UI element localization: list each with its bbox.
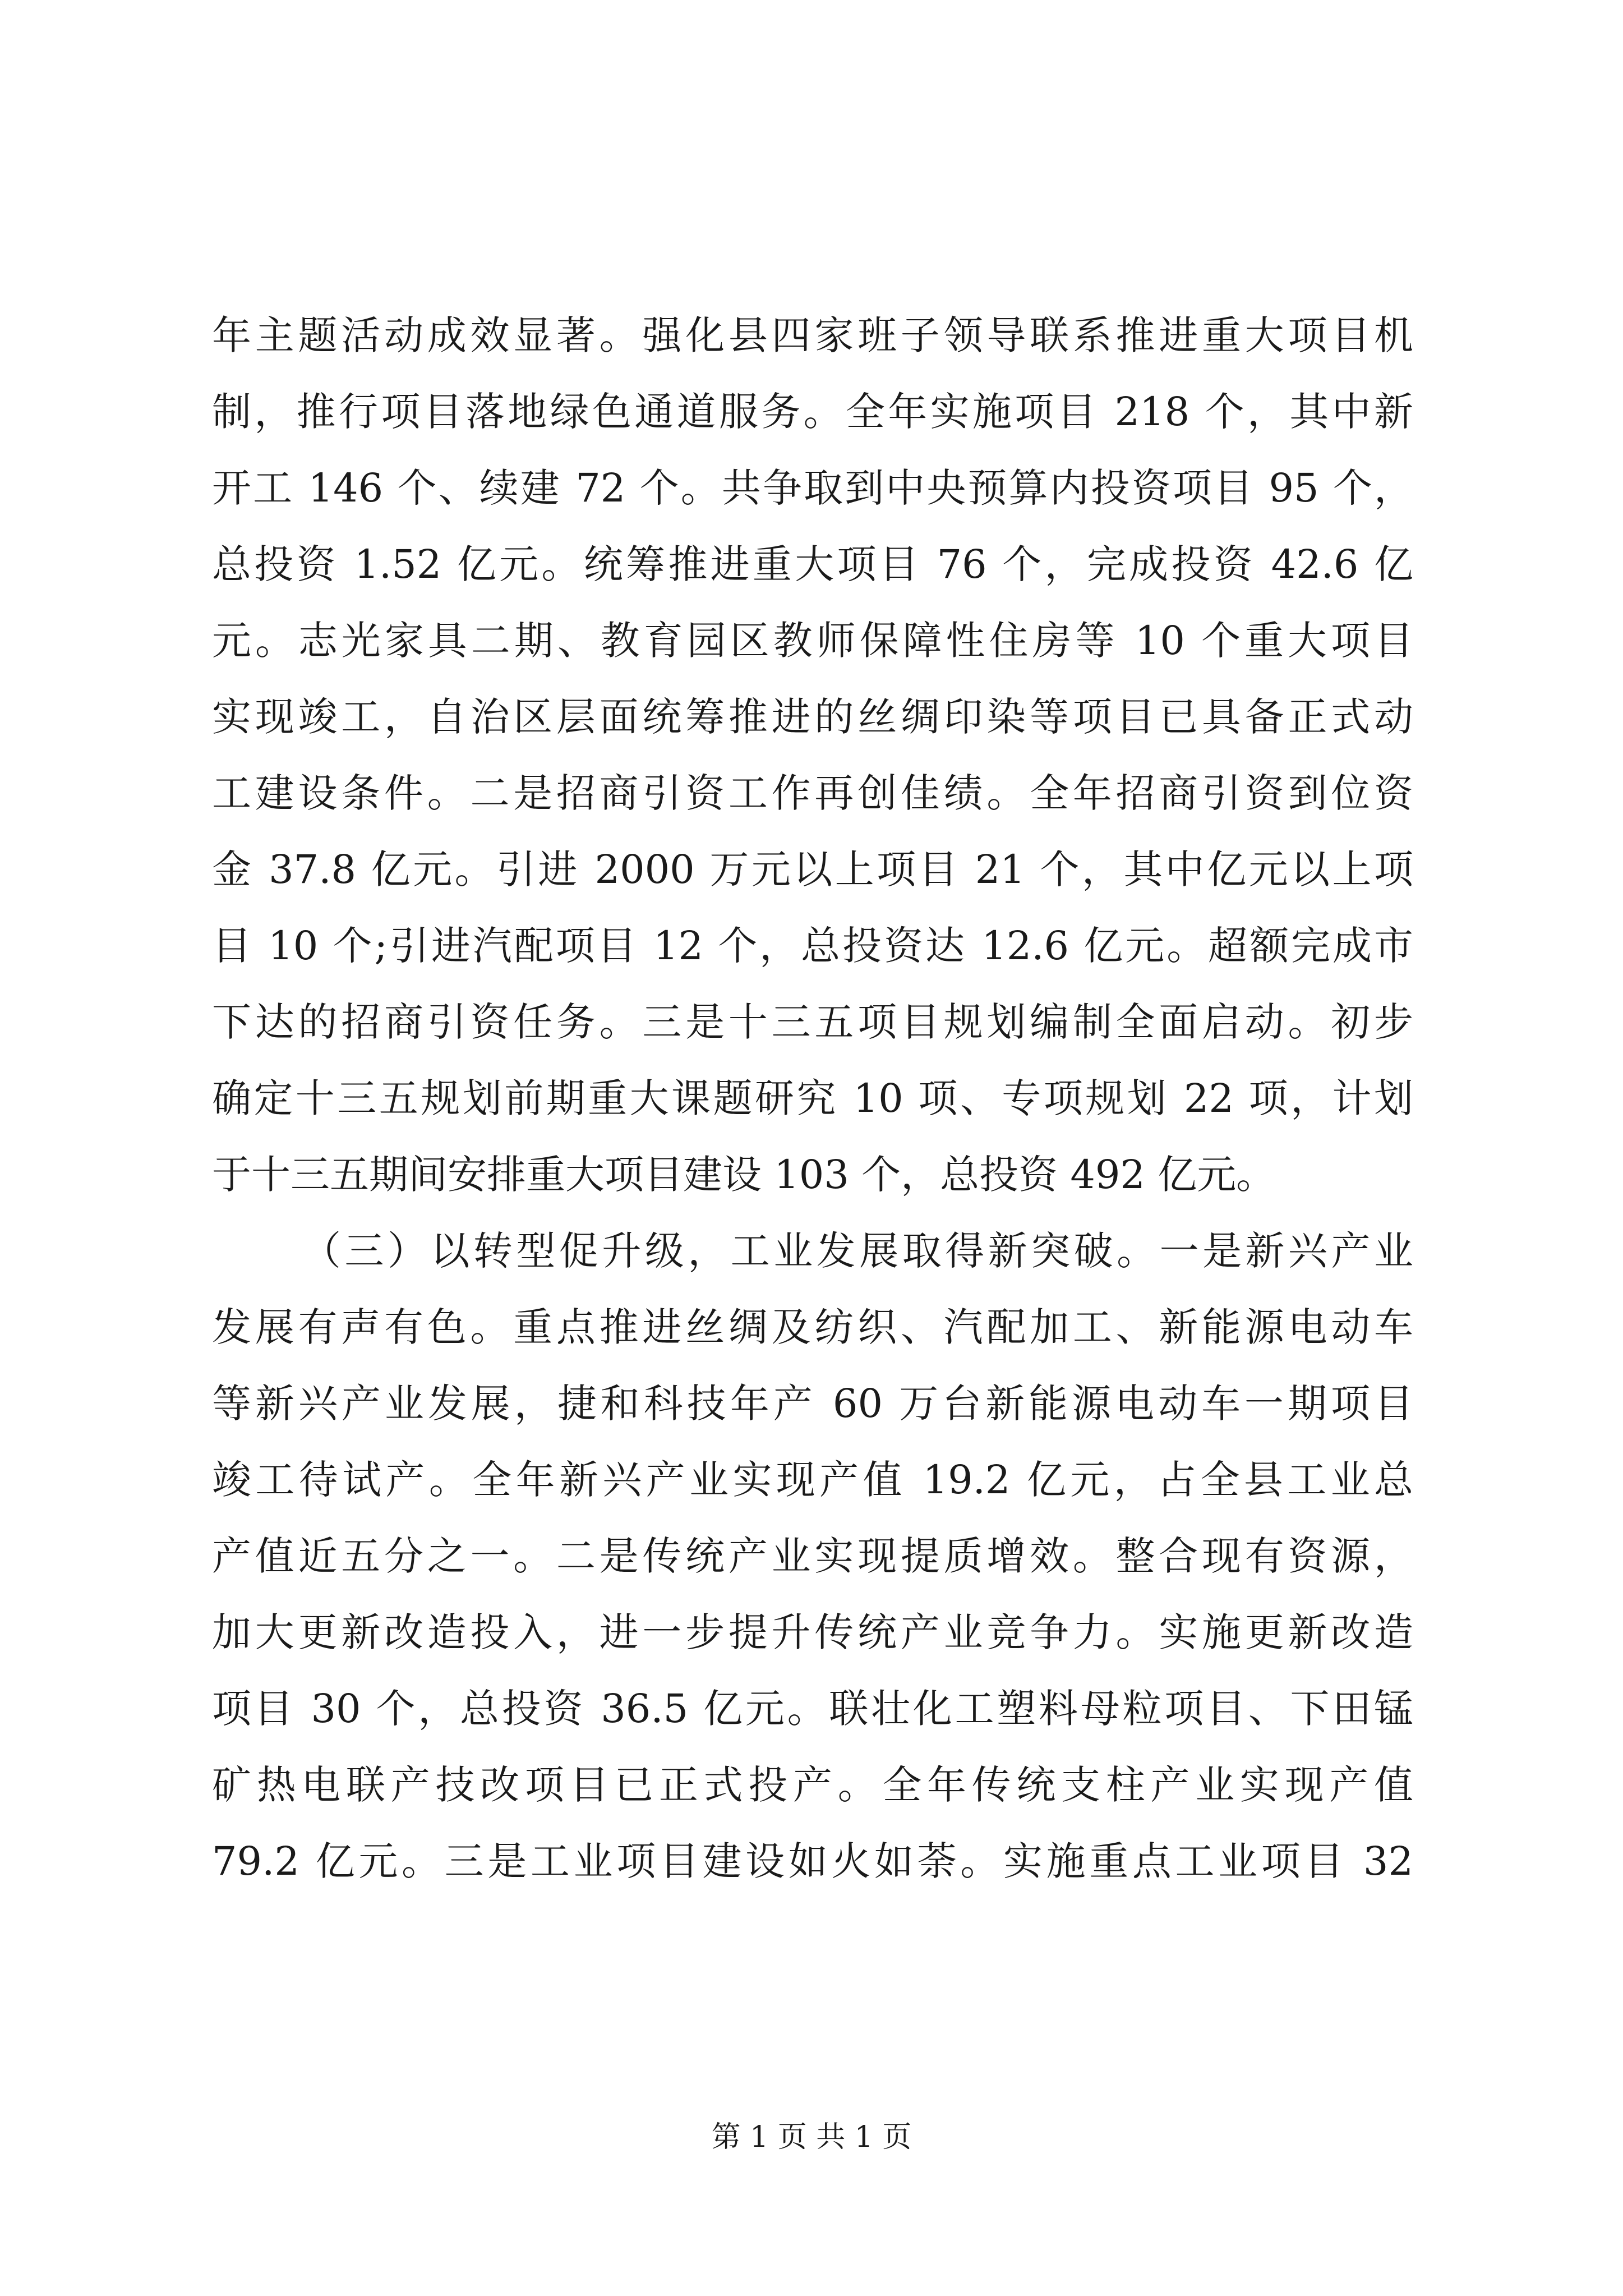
text-line: 79.2 亿元。三是工业项目建设如火如荼。实施重点工业项目 32 <box>212 1838 1413 1884</box>
text-line: 实现竣工，自治区层面统筹推进的丝绸印染等项目已具备正式动 <box>212 694 1413 740</box>
text-line: 元。志光家具二期、教育园区教师保障性住房等 10 个重大项目 <box>212 618 1413 664</box>
text-line: 目 10 个;引进汽配项目 12 个，总投资达 12.6 亿元。超额完成市 <box>212 923 1413 969</box>
text-line: 发展有声有色。重点推进丝绸及纺织、汽配加工、新能源电动车 <box>212 1304 1413 1350</box>
text-line: 产值近五分之一。二是传统产业实现提质增效。整合现有资源， <box>212 1533 1413 1579</box>
text-line: 矿热电联产技改项目已正式投产。全年传统支柱产业实现产值 <box>212 1762 1413 1808</box>
page-footer: 第 1 页 共 1 页 <box>711 2120 912 2154</box>
text-line: 开工 146 个、续建 72 个。共争取到中央预算内投资项目 95 个， <box>212 465 1413 511</box>
text-line: 于十三五期间安排重大项目建设 103 个，总投资 492 亿元。 <box>212 1152 1276 1198</box>
text-line: 确定十三五规划前期重大课题研究 10 项、专项规划 22 项，计划 <box>212 1075 1413 1121</box>
text-line: 年主题活动成效显著。强化县四家班子领导联系推进重大项目机 <box>212 312 1413 358</box>
text-line: 等新兴产业发展，捷和科技年产 60 万台新能源电动车一期项目 <box>212 1381 1413 1427</box>
text-line: 项目 30 个，总投资 36.5 亿元。联壮化工塑料母粒项目、下田锰 <box>212 1686 1413 1732</box>
text-line: 金 37.8 亿元。引进 2000 万元以上项目 21 个，其中亿元以上项 <box>212 846 1413 892</box>
text-line: 制，推行项目落地绿色通道服务。全年实施项目 218 个，其中新 <box>212 389 1413 435</box>
text-line: （三）以转型促升级，工业发展取得新突破。一是新兴产业 <box>302 1228 1413 1274</box>
text-line: 工建设条件。二是招商引资工作再创佳绩。全年招商引资到位资 <box>212 770 1413 816</box>
text-line: 竣工待试产。全年新兴产业实现产值 19.2 亿元，占全县工业总 <box>212 1457 1413 1503</box>
text-line: 总投资 1.52 亿元。统筹推进重大项目 76 个，完成投资 42.6 亿 <box>212 541 1413 587</box>
text-line: 下达的招商引资任务。三是十三五项目规划编制全面启动。初步 <box>212 999 1413 1045</box>
document-body <box>212 297 1413 1899</box>
text-line: 加大更新改造投入，进一步提升传统产业竞争力。实施更新改造 <box>212 1609 1413 1655</box>
